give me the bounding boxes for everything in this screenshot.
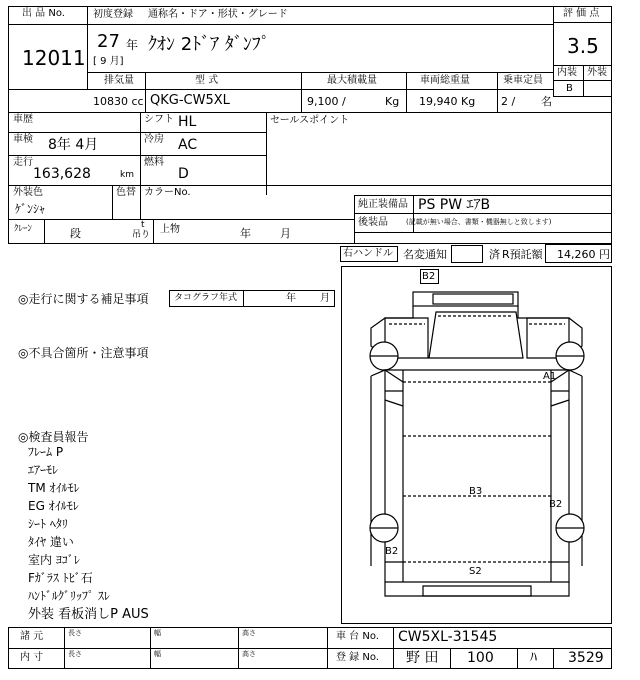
model-value: QKG-CW5XL [150, 93, 230, 108]
mark-b2-top: B2 [422, 271, 436, 282]
sales-point-label: セールスポイント [270, 115, 350, 126]
reg-label: 登 録 No. [336, 652, 379, 663]
crane-stage: 段 [70, 227, 81, 240]
name-label: 通称名・ドア・形状・グレード [148, 9, 288, 20]
cab-front [429, 312, 523, 358]
color-change-label: 色替 [116, 187, 136, 198]
tacho-month: 月 [320, 293, 330, 304]
dim-label: 内 寸 [20, 652, 44, 663]
ac-value: AC [178, 137, 198, 153]
first-reg-month: [ 9 月] [93, 56, 124, 67]
vehicle-name: ｸｵﾝ 2ﾄﾞｱ ﾀﾞﾝﾌﾟ [148, 34, 270, 55]
dim-length-label: 長さ [68, 650, 82, 658]
list-item: ｼｰﾄ ﾍﾀﾘ [28, 517, 68, 531]
gross-weight-label: 車両総重量 [420, 75, 470, 86]
reg-kana: ﾊ [530, 650, 537, 666]
inspection-label: 車検 [13, 134, 33, 145]
fuel-value: D [178, 166, 189, 182]
running-title: ◎走行に関する補足事項 [18, 292, 149, 306]
recycle-value: 14,260 円 [557, 248, 610, 261]
mileage-label: 走行 [13, 157, 33, 168]
gross-weight-value: 19,940 Kg [419, 95, 476, 108]
list-item: ﾊﾝﾄﾞﾙｸﾞﾘｯﾌﾟ ｽﾚ [28, 589, 110, 603]
tacho-year: 年 [286, 293, 296, 304]
equipment-value: PS PW ｴｱB [418, 197, 491, 213]
top-month: 月 [280, 227, 291, 240]
spec-height-label: 高さ [242, 629, 256, 637]
name-change-label: 名変通知 [403, 248, 447, 261]
color-value: ｹﾞﾝｼｬ [15, 202, 46, 216]
max-load-unit: Kg [385, 95, 400, 108]
mark-b3: B3 [469, 486, 483, 497]
spec-length-label: 長さ [68, 629, 82, 637]
equipment-label: 純正装備品 [358, 199, 408, 210]
list-item: Fｶﾞﾗｽ ﾄﾋﾞ石 [28, 571, 93, 585]
displacement-label: 排気量 [104, 75, 134, 86]
history-label: 車歴 [13, 114, 33, 125]
grade-value: 3.5 [567, 34, 599, 58]
crane-ton: t [141, 220, 145, 230]
reg-class: 100 [467, 650, 494, 666]
dump-bed [385, 370, 569, 582]
inspection-value: 8年 4月 [48, 137, 99, 153]
list-item: ｴｱｰﾓﾚ [28, 463, 59, 477]
chassis-label: 車 台 No. [336, 631, 379, 642]
list-item: ﾌﾚｰﾑ P [28, 445, 64, 459]
capacity-unit: 名 [541, 95, 552, 108]
mark-b2-right: B2 [549, 499, 563, 510]
list-item: 室内 ﾖｺﾞﾚ [28, 553, 80, 567]
list-item: EG ｵｲﾙﾓﾚ [28, 499, 79, 513]
interior-value: B [566, 83, 573, 94]
name-change-box [451, 245, 483, 263]
mark-s2: S2 [469, 566, 482, 577]
mileage-value: 163,628 [33, 166, 91, 182]
top-label: 上物 [160, 224, 180, 235]
damage-diagram [341, 266, 612, 624]
mark-b2-left: B2 [385, 546, 399, 557]
crane-hoist: 吊り [132, 230, 151, 240]
recycle-prefix: 済 [489, 248, 500, 261]
model-label: 型 式 [195, 75, 219, 86]
reg-number: 3529 [568, 650, 604, 666]
lot-label: 出 品 No. [22, 8, 65, 19]
list-item: 外装 看板消しP AUS [28, 607, 149, 622]
displacement-value: 10830 cc [93, 95, 144, 108]
color-label: 外装色 [13, 187, 43, 198]
dim-width-label: 幅 [154, 650, 161, 658]
chassis-value: CW5XL-31545 [398, 629, 498, 645]
spec-label: 諸 元 [20, 631, 44, 642]
reg-area: 野 田 [406, 650, 439, 666]
after-note: (記載が無い場合、書類・機器無しと致します) [406, 218, 552, 226]
tacho-label: タコグラフ年式 [174, 293, 238, 303]
grade-label: 評 価 点 [563, 8, 600, 19]
spec-width-label: 幅 [154, 629, 161, 637]
recycle-label: R預託額 [502, 248, 543, 261]
exterior-label: 外装 [587, 67, 607, 78]
mark-a1: A1 [543, 371, 557, 382]
capacity-value: 2 / [501, 95, 516, 108]
mileage-unit: km [120, 170, 134, 180]
lot-number: 12011 [22, 46, 86, 70]
ac-label: 冷房 [144, 134, 164, 145]
shift-value: HL [178, 114, 197, 130]
max-load-value: 9,100 / [307, 95, 346, 108]
max-load-label: 最大積載量 [327, 75, 377, 86]
year-unit: 年 [126, 38, 139, 52]
defect-title: ◎不具合箇所・注意事項 [18, 346, 149, 360]
color-code-label: カラーNo. [144, 187, 191, 198]
list-item: ﾀｲﾔ 違い [28, 535, 74, 549]
inspector-title: ◎検査員報告 [18, 430, 89, 444]
dim-height-label: 高さ [242, 650, 256, 658]
fuel-label: 燃料 [144, 157, 164, 168]
first-reg-year: 27 [97, 31, 120, 52]
shift-label: シフト [144, 114, 174, 125]
first-reg-label: 初度登録 [93, 9, 133, 20]
list-item: TM ｵｲﾙﾓﾚ [28, 481, 80, 495]
interior-label: 内装 [557, 67, 577, 78]
top-year: 年 [240, 227, 251, 240]
crane-label: ｸﾚｰﾝ [14, 224, 33, 234]
capacity-label: 乗車定員 [503, 75, 543, 86]
after-label: 後装品 [358, 217, 388, 228]
handle-label: 右ハンドル [343, 248, 393, 259]
